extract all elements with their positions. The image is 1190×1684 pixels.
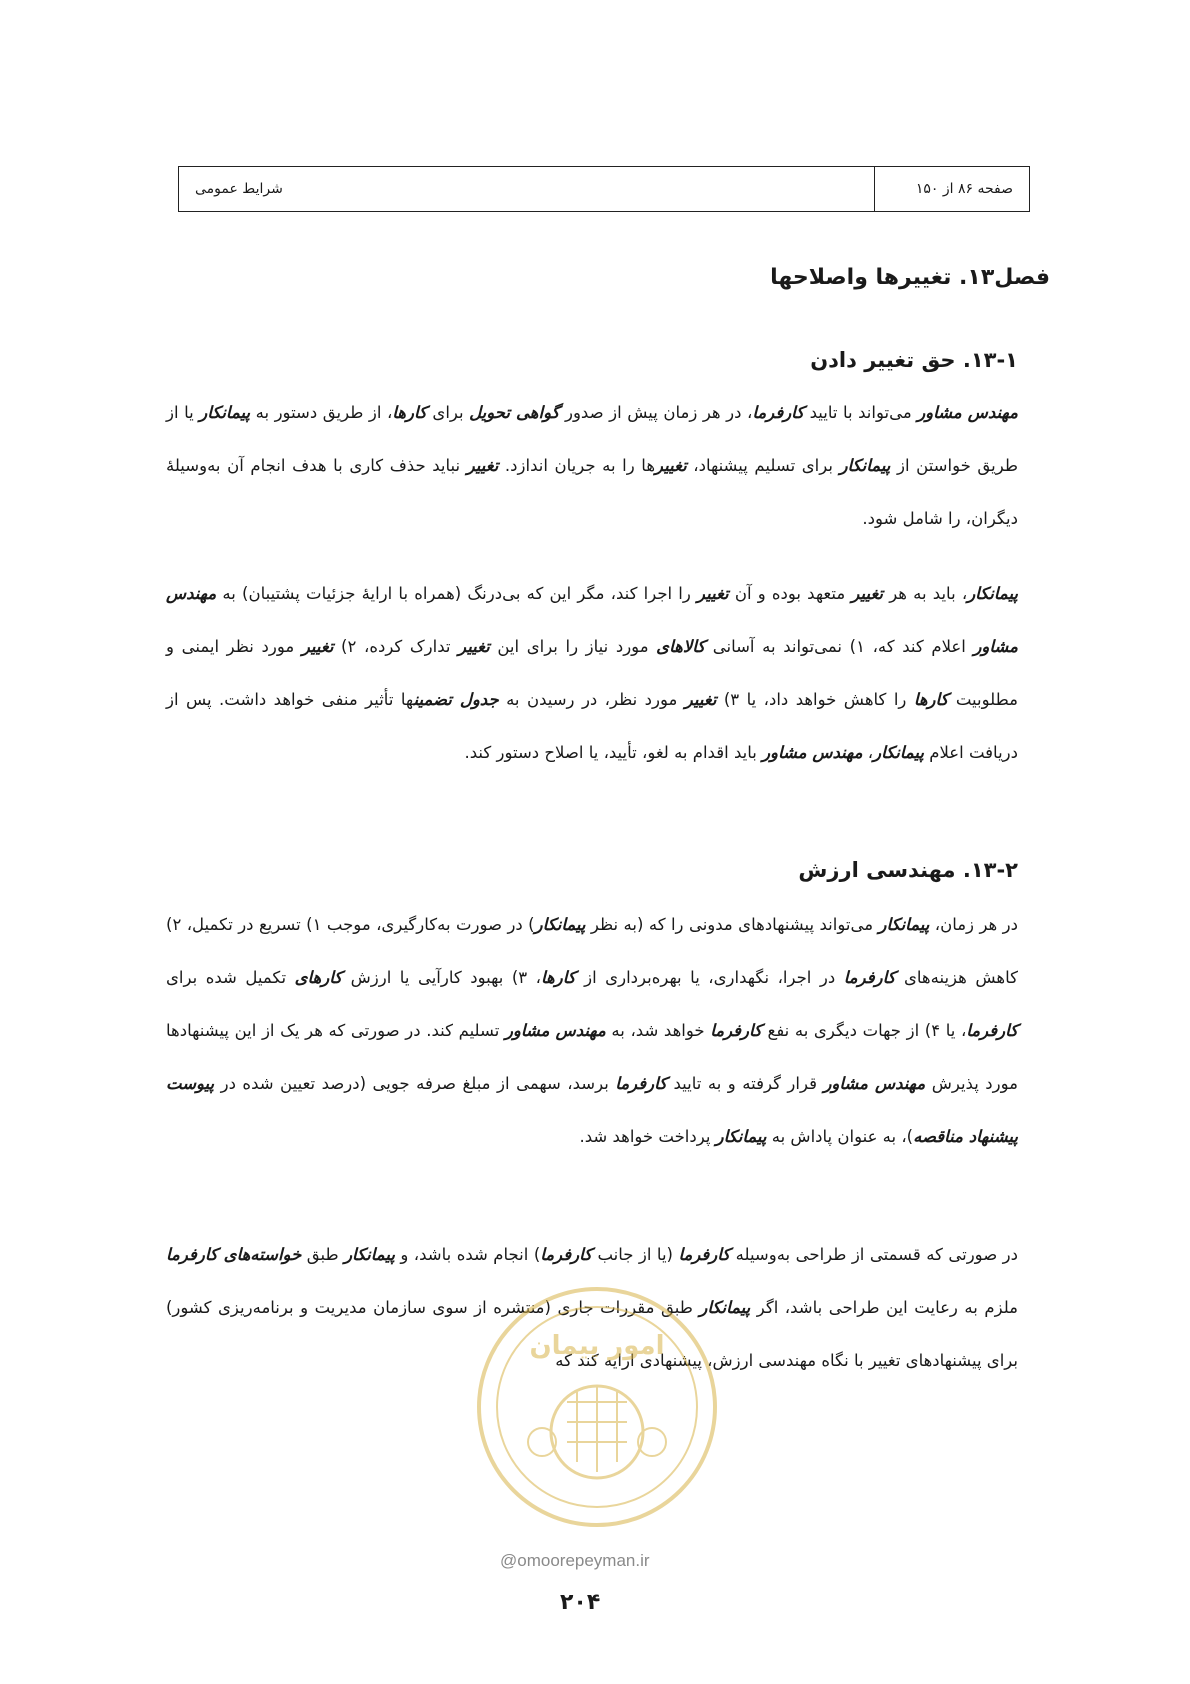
text-run: تکمیل شده برای: [166, 968, 295, 987]
defined-term: کارها: [392, 403, 427, 422]
text-run: می‌تواند با تایید: [804, 403, 918, 422]
defined-term: گواهی تحویل: [469, 403, 560, 422]
paragraph-13-1-b: [166, 567, 1018, 779]
text-run: برسد، سهمی از مبلغ صرفه جویی (درصد تعیین شده در: [214, 1074, 616, 1093]
text-run: یا از طریق خواستن از: [166, 403, 1018, 475]
defined-term: پیوست پیشنهاد مناقصه: [166, 1074, 1018, 1146]
text-run: نباید حذف کاری با هدف انجام آن به‌وسیلهٔ دیگران، را شامل شود.: [166, 456, 1018, 528]
text-run: متعهد بوده و آن: [728, 584, 852, 603]
defined-term: تغییر: [655, 456, 687, 475]
text-run: مورد نظر، در رسیدن به: [498, 690, 685, 709]
text-run: ، در هر زمان پیش از صدور: [559, 403, 753, 422]
defined-term: مهندس مشاور: [166, 584, 1018, 656]
defined-term: کارفرما: [843, 968, 896, 987]
defined-term: مهندس مشاور: [917, 403, 1018, 422]
defined-term: تغییر: [466, 456, 499, 475]
text-run: را کاهش خواهد داد، یا ۳): [716, 690, 914, 709]
section-title-13-2: ۱۳-۲. مهندسی ارزش: [798, 858, 1018, 882]
page-info: صفحه ۸۶ از ۱۵۰: [915, 181, 1013, 197]
text-run: ، باید به هر: [883, 584, 968, 603]
paragraph-13-1-a: [166, 386, 1018, 545]
defined-term: کارفرما: [540, 1245, 592, 1264]
text-run: برای تسلیم پیشنهاد،: [686, 456, 840, 475]
defined-term: کارفرما: [615, 1074, 668, 1093]
defined-term: مهندس مشاور: [762, 743, 863, 762]
defined-term: جدول تضمین: [413, 690, 499, 709]
text-run: تسلیم کند. در صورتی که هر یک از این پیشنهادها مورد پذیرش: [166, 1021, 1018, 1093]
text-run: ، از طریق دستور به: [250, 403, 393, 422]
defined-term: تغییر: [697, 584, 729, 603]
defined-term: کارفرما: [966, 1021, 1018, 1040]
text-run: مورد نیاز را برای این: [489, 637, 657, 656]
text-run: خواهد شد، به: [605, 1021, 711, 1040]
text-run: تدارک کرده، ۲): [333, 637, 459, 656]
paragraph-13-2-a: [166, 898, 1018, 1163]
defined-term: کارها: [541, 968, 576, 987]
text-run: طبق مقررات جاری (منتشره از سوی سازمان مدیریت و برنامه‌ریزی کشور) برای پیشنهادهای تغییر با نگاه مهندسی ارزش، پیشنهادی ارایه کند که: [166, 1298, 1018, 1370]
defined-term: پیمانکار: [199, 403, 251, 422]
defined-term: پیمانکار: [839, 456, 891, 475]
text-run: می‌تواند پیشنهادهای مدونی را که (به نظر: [585, 915, 879, 934]
defined-term: کارها: [913, 690, 949, 709]
text-run: ها تأثیر منفی خواهد داشت. پس از دریافت اعلام: [166, 690, 1018, 762]
text-run: ) در صورت به‌کارگیری، موجب ۱) تسریع در تکمیل، ۲) کاهش هزینه‌های: [166, 915, 1018, 987]
doc-section-cell: [179, 167, 874, 211]
text-run: ،: [862, 743, 874, 762]
text-run: ، ۳) بهبود کارآیی یا ارزش: [342, 968, 541, 987]
page-info-cell: [874, 167, 1029, 211]
defined-term: پیمانکار: [344, 1245, 395, 1264]
text-run: در صورتی که قسمتی از طراحی به‌وسیله: [730, 1245, 1018, 1264]
text-run: (یا از جانب: [591, 1245, 679, 1264]
text-run: ، یا ۴) از جهات دیگری به نفع: [761, 1021, 967, 1040]
page-number: ۲۰۴: [560, 1590, 601, 1615]
text-run: طبق: [301, 1245, 345, 1264]
section-title-13-1: ۱۳-۱. حق تغییر دادن: [810, 348, 1018, 372]
defined-term: کارفرما: [678, 1245, 731, 1264]
text-run: در اجرا، نگهداری، یا بهره‌برداری از: [575, 968, 844, 987]
doc-section-label: شرایط عمومی: [195, 181, 283, 197]
text-run: ها را به جریان اندازد.: [498, 456, 656, 475]
text-run: قرار گرفته و به تایید: [667, 1074, 824, 1093]
defined-term: کالاهای: [656, 637, 706, 656]
defined-term: پیمانکار: [878, 915, 930, 934]
defined-term: خواسته‌های کارفرما: [166, 1245, 302, 1264]
defined-term: پیمانکار: [699, 1298, 751, 1317]
defined-term: تغییر: [301, 637, 334, 656]
defined-term: کارفرما: [710, 1021, 762, 1040]
text-run: باید اقدام به لغو، تأیید، یا اصلاح دستور کند.: [464, 743, 763, 762]
page-header-table: [178, 166, 1030, 212]
defined-term: پیمانکار: [715, 1127, 767, 1146]
text-run: پرداخت خواهد شد.: [579, 1127, 716, 1146]
defined-term: کارفرما: [752, 403, 805, 422]
text-run: در هر زمان،: [929, 915, 1018, 934]
chapter-title: فصل۱۳. تغییرها واصلاحها: [770, 265, 1050, 290]
text-run: ) انجام شده باشد، و: [394, 1245, 541, 1264]
defined-term: مهندس مشاور: [504, 1021, 606, 1040]
text-run: را اجرا کند، مگر این که بی‌درنگ (همراه با ارایهٔ جزئیات پشتیبان) به: [216, 584, 698, 603]
defined-term: پیمانکار: [967, 584, 1019, 603]
text-run: )، به عنوان پاداش به: [766, 1127, 914, 1146]
defined-term: تغییر: [851, 584, 884, 603]
defined-term: کارهای: [294, 968, 343, 987]
watermark-logo-text: امور پیمان: [529, 1331, 665, 1361]
watermark-logo-icon: [472, 1282, 722, 1532]
defined-term: تغییر: [458, 637, 490, 656]
text-run: اعلام کند که، ۱) نمی‌تواند به آسانی: [705, 637, 974, 656]
defined-term: مهندس مشاور: [823, 1074, 926, 1093]
text-run: ملزم به رعایت این طراحی باشد، اگر: [750, 1298, 1018, 1317]
text-run: مورد نظر ایمنی و مطلوبیت: [166, 637, 1018, 709]
defined-term: پیمانکار: [873, 743, 924, 762]
text-run: برای: [426, 403, 470, 422]
defined-term: تغییر: [684, 690, 717, 709]
defined-term: پیمانکار: [534, 915, 586, 934]
watermark-site: @omoorepeyman.ir: [500, 1551, 650, 1570]
